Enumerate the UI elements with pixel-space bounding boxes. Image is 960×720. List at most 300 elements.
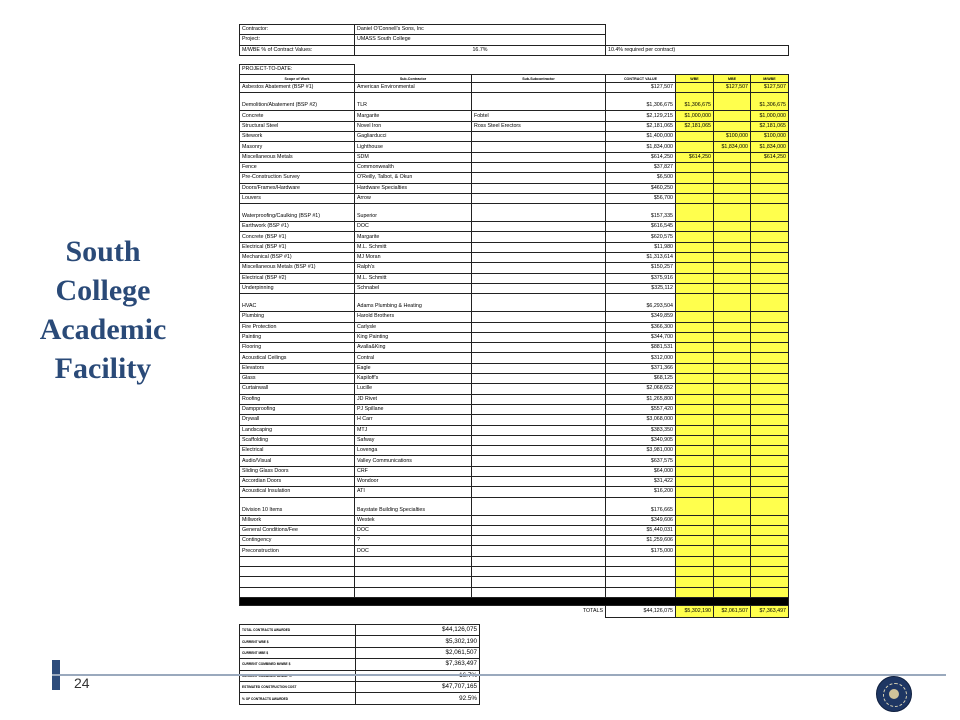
mbe-cell [714, 415, 751, 425]
wbe-cell [676, 294, 714, 312]
blank-cell [714, 587, 751, 597]
scope-cell: Audio/Visual [240, 456, 355, 466]
scope-cell: Structural Steel [240, 121, 355, 131]
contract-value-cell: $325,112 [606, 283, 676, 293]
sub-subcontractor-cell [472, 193, 606, 203]
mwbe-cell [751, 404, 789, 414]
wbe-cell [676, 322, 714, 332]
sub-subcontractor-cell [472, 93, 606, 111]
table-row [240, 232, 789, 242]
wbe-cell [676, 132, 714, 142]
mbe-cell [714, 435, 751, 445]
blank-cell [472, 567, 606, 577]
wbe-cell [676, 312, 714, 322]
mwbe-cell [751, 162, 789, 172]
contract-value-cell: $616,545 [606, 222, 676, 232]
sub-subcontractor-cell: Ross Steel Erectors [472, 121, 606, 131]
blank-cell [355, 567, 472, 577]
mbe-cell [714, 476, 751, 486]
mbe-cell [714, 466, 751, 476]
blank-cell [751, 567, 789, 577]
scope-cell: Curtainwall [240, 384, 355, 394]
sub-subcontractor-cell [472, 384, 606, 394]
sub-subcontractor-cell [472, 162, 606, 172]
sub-subcontractor-cell [472, 253, 606, 263]
mwbe-cell: $1,000,000 [751, 111, 789, 121]
mbe-cell [714, 242, 751, 252]
info-label: Contractor: [240, 25, 355, 35]
subcontractor-cell: Margarite [355, 232, 472, 242]
wbe-cell [676, 466, 714, 476]
info-label: M/WBE % of Contract Values: [240, 45, 355, 55]
sub-subcontractor-cell [472, 283, 606, 293]
blank-cell [472, 577, 606, 587]
scope-cell: Miscellaneous Metals [240, 152, 355, 162]
subcontractor-cell: Gagliarducci [355, 132, 472, 142]
table-row [240, 152, 789, 162]
blank-cell [751, 556, 789, 566]
subcontractor-cell: ATI [355, 487, 472, 497]
sub-subcontractor-cell [472, 263, 606, 273]
sub-subcontractor-cell [472, 322, 606, 332]
table-row [240, 283, 789, 293]
scope-cell: Acoustical Insulation [240, 487, 355, 497]
table-row [240, 273, 789, 283]
mwbe-cell: $1,834,000 [751, 142, 789, 152]
wbe-cell [676, 193, 714, 203]
table-row [240, 415, 789, 425]
summary-label: TOTAL CONTRACTS AWARDED [240, 625, 356, 636]
footer-rule [52, 674, 946, 676]
contract-value-cell: $1,400,000 [606, 132, 676, 142]
table-row [240, 121, 789, 131]
contract-value-cell: $349,859 [606, 312, 676, 322]
summary-row [240, 625, 480, 636]
mwbe-cell [751, 353, 789, 363]
sub-subcontractor-cell [472, 404, 606, 414]
sub-subcontractor-cell [472, 343, 606, 353]
mwbe-cell [751, 374, 789, 384]
contract-value-cell: $371,366 [606, 363, 676, 373]
scope-cell: Masonry [240, 142, 355, 152]
sub-subcontractor-cell [472, 312, 606, 322]
contract-value-cell: $637,575 [606, 456, 676, 466]
mwbe-cell [751, 394, 789, 404]
scope-cell: Asbestos Abatement (BSP #1) [240, 83, 355, 93]
blank-row [240, 556, 789, 566]
blank-cell [240, 587, 355, 597]
blank-cell [676, 587, 714, 597]
blank-cell [240, 577, 355, 587]
contract-value-cell: $375,916 [606, 273, 676, 283]
wbe-cell: $2,181,065 [676, 121, 714, 131]
sub-subcontractor-cell [472, 363, 606, 373]
scope-cell: Mechanical (BSP #1) [240, 253, 355, 263]
table-row [240, 142, 789, 152]
scope-cell: Electrical (BSP #1) [240, 242, 355, 252]
title-line: Academic [39, 313, 167, 346]
scope-cell: Flooring [240, 343, 355, 353]
scope-cell: Sitework [240, 132, 355, 142]
table-row [240, 525, 789, 535]
subcontractor-cell: Novel Iron [355, 121, 472, 131]
wbe-cell [676, 263, 714, 273]
divider-row [240, 597, 789, 605]
summary-row [240, 693, 480, 704]
mwbe-cell: $127,507 [751, 83, 789, 93]
table-row [240, 173, 789, 183]
subcontractor-cell: Contral [355, 353, 472, 363]
subcontractor-cell: Schnabel [355, 283, 472, 293]
summary-label: CURRENT MBE $ [240, 647, 356, 658]
mbe-cell [714, 404, 751, 414]
blank-cell [751, 587, 789, 597]
wbe-cell [676, 204, 714, 222]
sub-subcontractor-cell [472, 204, 606, 222]
scope-cell: Plumbing [240, 312, 355, 322]
contract-value-cell: $11,980 [606, 242, 676, 252]
scope-cell: Concrete (BSP #1) [240, 232, 355, 242]
contract-value-cell: $176,665 [606, 497, 676, 515]
column-header: Sub-Contractor [355, 75, 472, 83]
mwbe-cell [751, 525, 789, 535]
contract-value-cell: $1,265,800 [606, 394, 676, 404]
mbe-cell [714, 283, 751, 293]
sub-subcontractor-cell [472, 83, 606, 93]
contract-value-cell: $31,422 [606, 476, 676, 486]
summary-value: $44,126,075 [356, 625, 480, 636]
mbe-cell [714, 536, 751, 546]
section-label: PROJECT-TO-DATE: [240, 64, 355, 74]
scope-cell: Waterproofing/Caulking (BSP #1) [240, 204, 355, 222]
sub-subcontractor-cell: Fobtel [472, 111, 606, 121]
mwbe-cell [751, 476, 789, 486]
scope-cell: HVAC [240, 294, 355, 312]
contract-value-cell: $1,313,614 [606, 253, 676, 263]
mbe-cell [714, 384, 751, 394]
blank-cell [714, 577, 751, 587]
table-row [240, 93, 789, 111]
blank-cell [355, 556, 472, 566]
mbe-cell [714, 162, 751, 172]
blank-cell [240, 567, 355, 577]
mwbe-cell [751, 312, 789, 322]
university-seal-icon [876, 676, 912, 712]
mwbe-cell [751, 456, 789, 466]
contract-value-cell: $68,125 [606, 374, 676, 384]
mwbe-cell [751, 263, 789, 273]
subcontractor-cell: H Carr [355, 415, 472, 425]
sub-subcontractor-cell [472, 425, 606, 435]
wbe-cell [676, 404, 714, 414]
sub-subcontractor-cell [472, 476, 606, 486]
mwbe-cell [751, 536, 789, 546]
contract-value-cell: $3,981,000 [606, 446, 676, 456]
mbe-cell [714, 363, 751, 373]
subcontractor-cell: Commonwealth [355, 162, 472, 172]
subcontractor-cell: Margarite [355, 111, 472, 121]
subcontractor-cell: Baystate Building Specialties [355, 497, 472, 515]
scope-cell: Roofing [240, 394, 355, 404]
table-row [240, 312, 789, 322]
column-header: WBE [676, 75, 714, 83]
mwbe-cell [751, 435, 789, 445]
mwbe-cell [751, 283, 789, 293]
sub-subcontractor-cell [472, 242, 606, 252]
subcontractor-cell: American Environmental [355, 83, 472, 93]
contract-value-cell: $383,350 [606, 425, 676, 435]
table-row [240, 294, 789, 312]
summary-table [239, 624, 480, 705]
mwbe-cell [751, 242, 789, 252]
blank-cell [472, 587, 606, 597]
mwbe-cell [751, 384, 789, 394]
summary-value: $7,363,497 [356, 659, 480, 670]
table-row [240, 343, 789, 353]
mwbe-cell: $614,250 [751, 152, 789, 162]
sub-subcontractor-cell [472, 353, 606, 363]
wbe-cell [676, 232, 714, 242]
mwbe-cell [751, 332, 789, 342]
mbe-cell [714, 312, 751, 322]
mbe-cell [714, 193, 751, 203]
sub-subcontractor-cell [472, 536, 606, 546]
subcontractor-cell: Kapiloff's [355, 374, 472, 384]
scope-cell: Demolition/Abatement (BSP #2) [240, 93, 355, 111]
subcontractor-cell: Avalla&King [355, 343, 472, 353]
contract-value-cell: $5,440,031 [606, 525, 676, 535]
scope-cell: Sliding Glass Doors [240, 466, 355, 476]
blank-cell [472, 556, 606, 566]
wbe-cell [676, 394, 714, 404]
mbe-cell [714, 232, 751, 242]
contract-value-cell: $2,068,652 [606, 384, 676, 394]
mbe-cell [714, 173, 751, 183]
mbe-cell [714, 374, 751, 384]
contract-value-cell: $557,420 [606, 404, 676, 414]
sub-subcontractor-cell [472, 332, 606, 342]
wbe-cell [676, 425, 714, 435]
contract-value-cell: $460,250 [606, 183, 676, 193]
mwbe-cell [751, 515, 789, 525]
table-row [240, 83, 789, 93]
blank-cell [606, 587, 676, 597]
blank-cell [676, 567, 714, 577]
sub-subcontractor-cell [472, 446, 606, 456]
subcontractor-cell: MJ Moran [355, 253, 472, 263]
contract-value-cell: $6,293,504 [606, 294, 676, 312]
subcontractor-cell: MTJ [355, 425, 472, 435]
blank-cell [355, 587, 472, 597]
scope-cell: Division 10 Items [240, 497, 355, 515]
contract-value-cell: $340,905 [606, 435, 676, 445]
summary-value: 92.5% [356, 693, 480, 704]
mbe-cell [714, 456, 751, 466]
scope-cell: Elevators [240, 363, 355, 373]
mbe-cell [714, 93, 751, 111]
info-note: 10.4% required per contract) [606, 45, 789, 55]
mbe-cell: $1,834,000 [714, 142, 751, 152]
blank-cell [676, 577, 714, 587]
info-value: 16.7% [355, 45, 606, 55]
contract-value-cell: $175,000 [606, 546, 676, 556]
divider-cell [240, 597, 789, 605]
mwbe-cell [751, 487, 789, 497]
sub-subcontractor-cell [472, 232, 606, 242]
mbe-cell [714, 353, 751, 363]
table-row [240, 111, 789, 121]
mbe-cell [714, 111, 751, 121]
subcontractor-cell: Westek [355, 515, 472, 525]
contract-value-cell: $366,300 [606, 322, 676, 332]
wbe-cell [676, 253, 714, 263]
subcontractor-cell: ? [355, 536, 472, 546]
scope-cell: Electrical [240, 446, 355, 456]
summary-label: CURRENT WBE $ [240, 636, 356, 647]
wbe-cell [676, 162, 714, 172]
wbe-cell [676, 353, 714, 363]
wbe-cell [676, 83, 714, 93]
scope-cell: Miscellaneous Metals (BSP #1) [240, 263, 355, 273]
column-header: CONTRACT VALUE [606, 75, 676, 83]
wbe-cell [676, 515, 714, 525]
table-row [240, 497, 789, 515]
sub-subcontractor-cell [472, 273, 606, 283]
totals-mwbe: $7,363,497 [751, 605, 789, 617]
subcontractor-cell: Carlysle [355, 322, 472, 332]
wbe-cell [676, 476, 714, 486]
contract-value-cell: $349,606 [606, 515, 676, 525]
wbe-cell [676, 525, 714, 535]
blank-cell [676, 556, 714, 566]
mwbe-cell [751, 273, 789, 283]
blank-cell [606, 556, 676, 566]
slide-title [14, 232, 192, 388]
wbe-cell [676, 273, 714, 283]
mbe-cell [714, 294, 751, 312]
subcontractor-cell: Lucille [355, 384, 472, 394]
scope-cell: Dampproofing [240, 404, 355, 414]
summary-row [240, 681, 480, 692]
sub-subcontractor-cell [472, 132, 606, 142]
subcontractor-cell: Wondoor [355, 476, 472, 486]
info-label: Project: [240, 35, 355, 45]
wbe-cell [676, 374, 714, 384]
scope-cell: Earthwork (BSP #1) [240, 222, 355, 232]
mwbe-cell [751, 497, 789, 515]
totals-wbe: $5,302,190 [676, 605, 714, 617]
mbe-cell [714, 322, 751, 332]
scope-cell: Concrete [240, 111, 355, 121]
scope-cell: Fire Protection [240, 322, 355, 332]
subcontractor-cell: JD Rivet [355, 394, 472, 404]
totals-row [240, 605, 789, 617]
table-row [240, 374, 789, 384]
contract-value-cell: $1,834,000 [606, 142, 676, 152]
sub-subcontractor-cell [472, 435, 606, 445]
table-row [240, 466, 789, 476]
mwbe-cell [751, 466, 789, 476]
subcontractor-cell: DOC [355, 546, 472, 556]
table-row [240, 332, 789, 342]
table-row [240, 384, 789, 394]
mwbe-cell [751, 415, 789, 425]
mbe-cell: $100,000 [714, 132, 751, 142]
mwbe-cell [751, 546, 789, 556]
scope-cell: Electrical (BSP #2) [240, 273, 355, 283]
totals-label: TOTALS [582, 608, 603, 615]
wbe-cell [676, 546, 714, 556]
sub-subcontractor-cell [472, 525, 606, 535]
scope-cell: Pre-Construction Survey [240, 173, 355, 183]
subcontractor-cell: Harold Brothers [355, 312, 472, 322]
wbe-cell: $1,306,675 [676, 93, 714, 111]
mwbe-cell [751, 343, 789, 353]
summary-value: $2,061,507 [356, 647, 480, 658]
sub-subcontractor-cell [472, 173, 606, 183]
mwbe-cell [751, 446, 789, 456]
table-row [240, 394, 789, 404]
title-line: South [65, 235, 141, 268]
column-header: Sub-Subcontractor [472, 75, 606, 83]
info-row [240, 45, 789, 55]
subcontractor-cell: Eagle [355, 363, 472, 373]
column-header: Scope of Work [240, 75, 355, 83]
scope-cell: Preconstruction [240, 546, 355, 556]
wbe-cell [676, 446, 714, 456]
table-row [240, 253, 789, 263]
blank-cell [606, 577, 676, 587]
mbe-cell [714, 273, 751, 283]
sub-subcontractor-cell [472, 497, 606, 515]
totals-mbe: $2,061,507 [714, 605, 751, 617]
contract-value-cell: $881,531 [606, 343, 676, 353]
mbe-cell [714, 152, 751, 162]
mbe-cell [714, 546, 751, 556]
blank-cell [240, 556, 355, 566]
wbe-cell [676, 343, 714, 353]
table-row [240, 132, 789, 142]
mbe-cell [714, 446, 751, 456]
contract-value-cell: $56,700 [606, 193, 676, 203]
contract-value-cell: $620,575 [606, 232, 676, 242]
sub-subcontractor-cell [472, 546, 606, 556]
blank-cell [606, 567, 676, 577]
contract-value-cell: $2,129,215 [606, 111, 676, 121]
scope-cell: Acoustical Ceilings [240, 353, 355, 363]
summary-label: % OF CONTRACTS AWARDED [240, 693, 356, 704]
table-row [240, 162, 789, 172]
subcontractor-cell: O'Reilly, Talbot, & Okun [355, 173, 472, 183]
table-row [240, 425, 789, 435]
sub-subcontractor-cell [472, 515, 606, 525]
mbe-cell [714, 343, 751, 353]
section-row [240, 64, 789, 74]
mbe-cell: $127,507 [714, 83, 751, 93]
scope-cell: Millwork [240, 515, 355, 525]
info-value: UMASS South College [355, 35, 606, 45]
table-row [240, 446, 789, 456]
wbe-cell [676, 435, 714, 445]
column-header: MBE [714, 75, 751, 83]
totals-contract-value: $44,126,075 [606, 605, 676, 617]
sub-subcontractor-cell [472, 487, 606, 497]
subcontractor-cell: Adams Plumbing & Heating [355, 294, 472, 312]
mbe-cell [714, 425, 751, 435]
scope-cell: Fence [240, 162, 355, 172]
contract-value-cell: $1,306,675 [606, 93, 676, 111]
blank-cell [714, 567, 751, 577]
